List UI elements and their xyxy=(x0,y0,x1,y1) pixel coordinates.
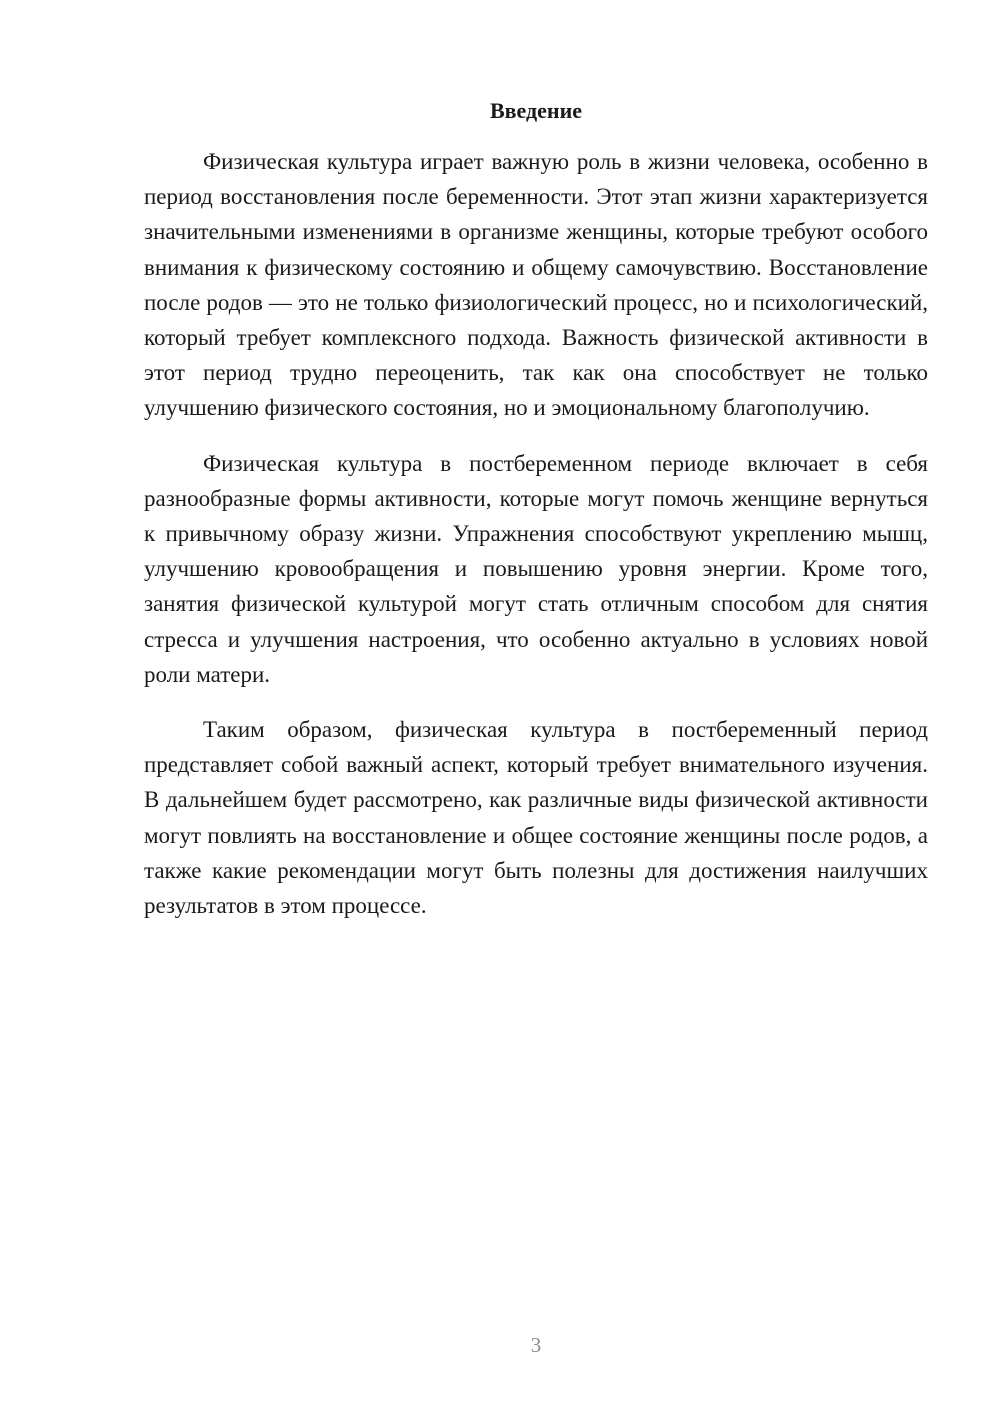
paragraph-2: Физическая культура в постбеременном периоде включает в себя разнообразные формы активности, которые могут помочь женщине вернуться к привычному образу жизни. Упражнения способствуют укреплению мышц, улучшению кровообращения и повышению уровня энергии. Кроме того, занятия физической культурой могут стать отличным способом для снятия стресса и улучшения настроения, что особенно актуально в условиях новой роли матери. xyxy=(144,450,928,687)
section-heading: Введение xyxy=(489,98,583,123)
paragraph-3: Таким образом, физическая культура в постбеременный период представляет собой важный аспект, который требует внимательного изучения. В дальнейшем будет рассмотрено, как различные виды физической активности могут повлиять на восстановление и общее состояние женщины после родов, а также какие рекомендации могут быть полезны для достижения наилучших результатов в этом процессе. xyxy=(144,717,928,919)
paragraph-1: Физическая культура играет важную роль в жизни человека, особенно в период восстановления после беременности. Этот этап жизни характеризуется значительными изменениями в организме женщины, которые требуют особого внимания к физическому состоянию и общему самочувствию. Восстановление после родов — это не только физиологический процесс, но и психологический, который требует комплексного подхода. Важность физической активности в этот период трудно переоценить, так как она способствует не только улучшению физического состояния, но и эмоциональному благополучию. xyxy=(144,149,928,421)
body-text xyxy=(144,144,928,943)
page-number: 3 xyxy=(530,1333,542,1357)
